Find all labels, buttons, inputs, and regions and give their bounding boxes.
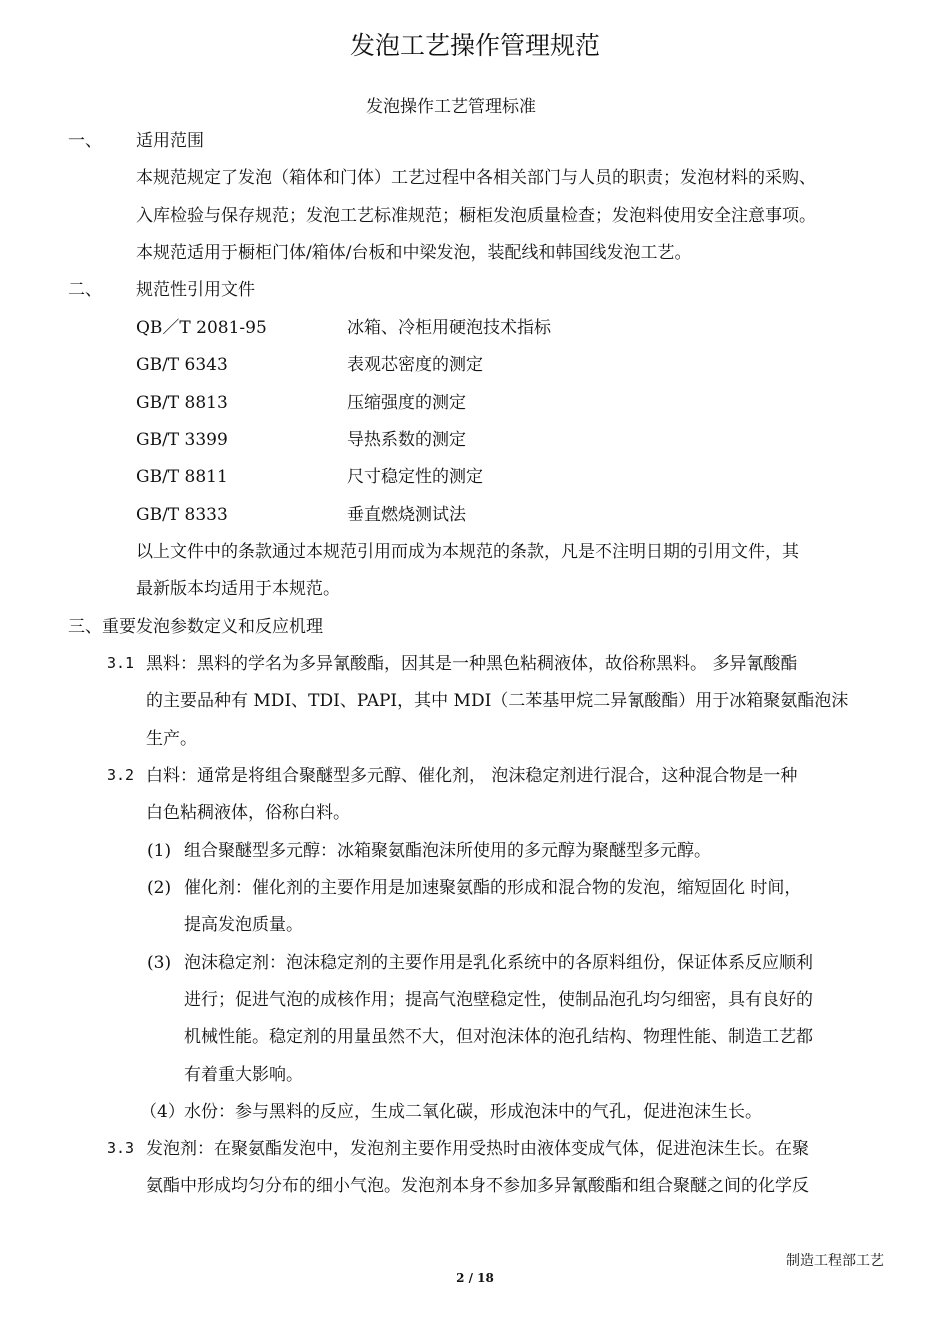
document-title: 发泡工艺操作管理规范: [349, 31, 600, 60]
paragraph-line: 以上文件中的条款通过本规范引用而成为本规范的条款，凡是不注明日期的引用文件，其: [136, 542, 799, 562]
section-1-number: 一、: [68, 131, 102, 151]
paragraph-line: 入库检验与保存规范；发泡工艺标准规范；橱柜发泡质量检查；发泡料使用安全注意事项。: [136, 206, 816, 226]
list-item-line: 提高发泡质量。: [184, 915, 303, 935]
section-3-heading: 三、重要发泡参数定义和反应机理: [68, 617, 323, 637]
section-1-heading: 适用范围: [136, 131, 204, 151]
list-item-line: 催化剂：催化剂的主要作用是加速聚氨酯的形成和混合物的发泡，缩短固化 时间，: [184, 878, 802, 898]
paragraph-line: 最新版本均适用于本规范。: [136, 579, 340, 599]
list-item-line: 组合聚醚型多元醇：冰箱聚氨酯泡沫所使用的多元醇为聚醚型多元醇。: [184, 841, 711, 861]
list-item-line: 泡沫稳定剂：泡沫稳定剂的主要作用是乳化系统中的各原料组份，保证体系反应顺利: [184, 953, 813, 973]
paragraph-line: 发泡剂：在聚氨酯发泡中，发泡剂主要作用受热时由液体变成气体，促进泡沫生长。在聚: [146, 1139, 809, 1159]
paragraph-line: 本规范适用于橱柜门体/箱体/台板和中梁发泡，装配线和韩国线发泡工艺。: [136, 243, 692, 263]
list-item-number: (1): [147, 841, 172, 861]
paragraph-line: 白色粘稠液体，俗称白料。: [146, 803, 350, 823]
clause-number: 3.2: [107, 766, 135, 784]
reference-code: GB/T 8813: [136, 393, 228, 413]
paragraph-line: 白料：通常是将组合聚醚型多元醇、催化剂， 泡沫稳定剂进行混合，这种混合物是一种: [146, 766, 798, 786]
clause-number: 3.3: [107, 1139, 135, 1157]
list-item-number: (3): [147, 953, 172, 973]
section-2-heading: 规范性引用文件: [136, 280, 255, 300]
list-item-line: 有着重大影响。: [184, 1065, 303, 1085]
list-item-number: （4）: [140, 1102, 185, 1122]
paragraph-line: 氨酯中形成均匀分布的细小气泡。发泡剂本身不参加多异氰酸酯和组合聚醚之间的化学反: [146, 1176, 809, 1196]
section-2-number: 二、: [68, 280, 102, 300]
reference-name: 导热系数的测定: [347, 430, 466, 450]
list-item-line: 水份：参与黑料的反应，生成二氧化碳，形成泡沫中的气孔，促进泡沫生长。: [184, 1102, 762, 1122]
reference-code: GB/T 6343: [136, 355, 228, 375]
document-subtitle: 发泡操作工艺管理标准: [366, 97, 536, 117]
list-item-number: (2): [147, 878, 172, 898]
paragraph-line: 黑料：黑料的学名为多异氰酸酯，因其是一种黑色粘稠液体，故俗称黑料。 多异氰酸酯: [146, 654, 798, 674]
reference-name: 冰箱、冷柜用硬泡技术指标: [347, 318, 551, 338]
clause-number: 3.1: [107, 654, 135, 672]
reference-name: 压缩强度的测定: [347, 393, 466, 413]
reference-name: 尺寸稳定性的测定: [347, 467, 483, 487]
reference-code: GB/T 8811: [136, 467, 228, 487]
list-item-line: 进行；促进气泡的成核作用；提高气泡壁稳定性，使制品泡孔均匀细密，具有良好的: [184, 990, 813, 1010]
list-item-line: 机械性能。稳定剂的用量虽然不大，但对泡沫体的泡孔结构、物理性能、制造工艺都: [184, 1027, 813, 1047]
reference-code: GB/T 8333: [136, 505, 228, 525]
reference-name: 垂直燃烧测试法: [347, 505, 466, 525]
paragraph-line: 本规范规定了发泡（箱体和门体）工艺过程中各相关部门与人员的职责；发泡材料的采购、: [136, 168, 816, 188]
reference-code: QB／T 2081-95: [136, 318, 267, 338]
footer-department: 制造工程部工艺: [786, 1253, 884, 1269]
reference-code: GB/T 3399: [136, 430, 228, 450]
page-number: 2 / 18: [456, 1271, 494, 1285]
reference-name: 表观芯密度的测定: [347, 355, 483, 375]
paragraph-line: 的主要品种有 MDI、TDI、PAPI，其中 MDI（二苯基甲烷二异氰酸酯）用于冰箱聚氨酯泡沫: [146, 691, 849, 711]
paragraph-line: 生产。: [146, 729, 197, 749]
